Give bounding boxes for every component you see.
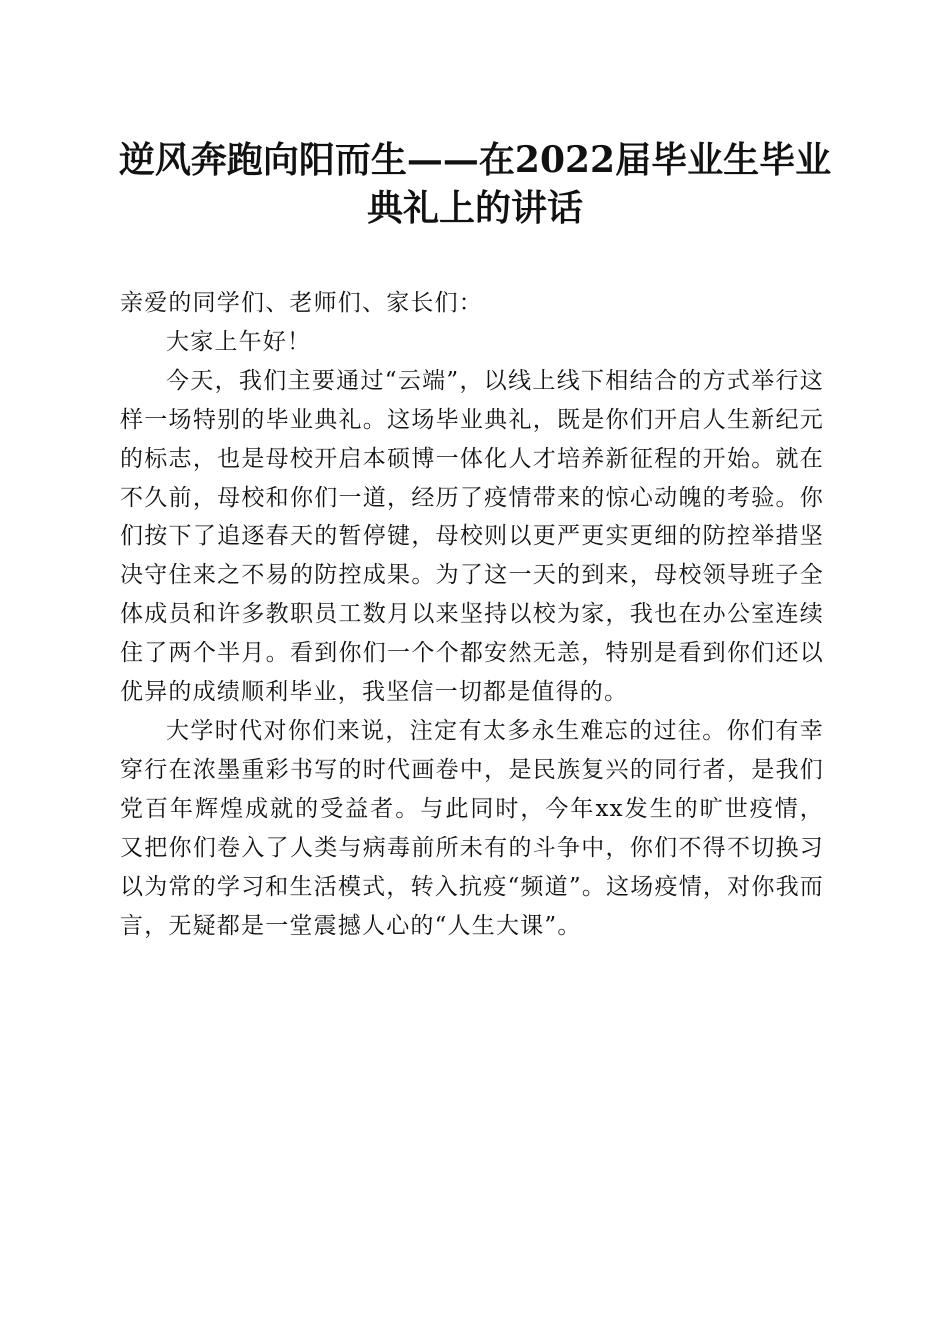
paragraph-1: 今天，我们主要通过“云端”，以线上线下相结合的方式举行这样一场特别的毕业典礼。这场毕业典礼，既是你们开启人生新纪元的标志，也是母校开启本硕博一体化人才培养新征程的开始。就在不久前，母校和你们一道，经历了疫情带来的惊心动魄的考验。你们按下了追逐春天的暂停键，母校则以更严更实更细的防控举措坚决守住来之不易的防控成果。为了这一天的到来，母校领导班子全体成员和许多教职员工数月以来坚持以校为家，我也在办公室连续住了两个半月。看到你们一个个都安然无恙，特别是看到你们还以优异的成绩顺利毕业，我坚信一切都是值得的。 [120, 367, 824, 706]
greeting: 大家上午好！ [166, 328, 312, 355]
document-body [120, 284, 824, 945]
title-line-1: 逆风奔跑向阳而生——在2022届毕业生毕业 [118, 139, 832, 181]
salutation: 亲爱的同学们、老师们、家长们： [120, 290, 483, 316]
paragraph-2: 大学时代对你们来说，注定有太多永生难忘的过往。你们有幸穿行在浓墨重彩书写的时代画卷中，是民族复兴的同行者，是我们党百年辉煌成就的受益者。与此同时，今年xx发生的旷世疫情，又把你们卷入了人类与病毒前所未有的斗争中，你们不得不切换习以为常的学习和生活模式，转入抗疫“频道”。这场疫情，对你我而言，无疑都是一堂震撼人心的“人生大课”。 [120, 717, 824, 939]
document-title [110, 136, 840, 232]
title-line-2: 典礼上的讲话 [366, 187, 583, 229]
